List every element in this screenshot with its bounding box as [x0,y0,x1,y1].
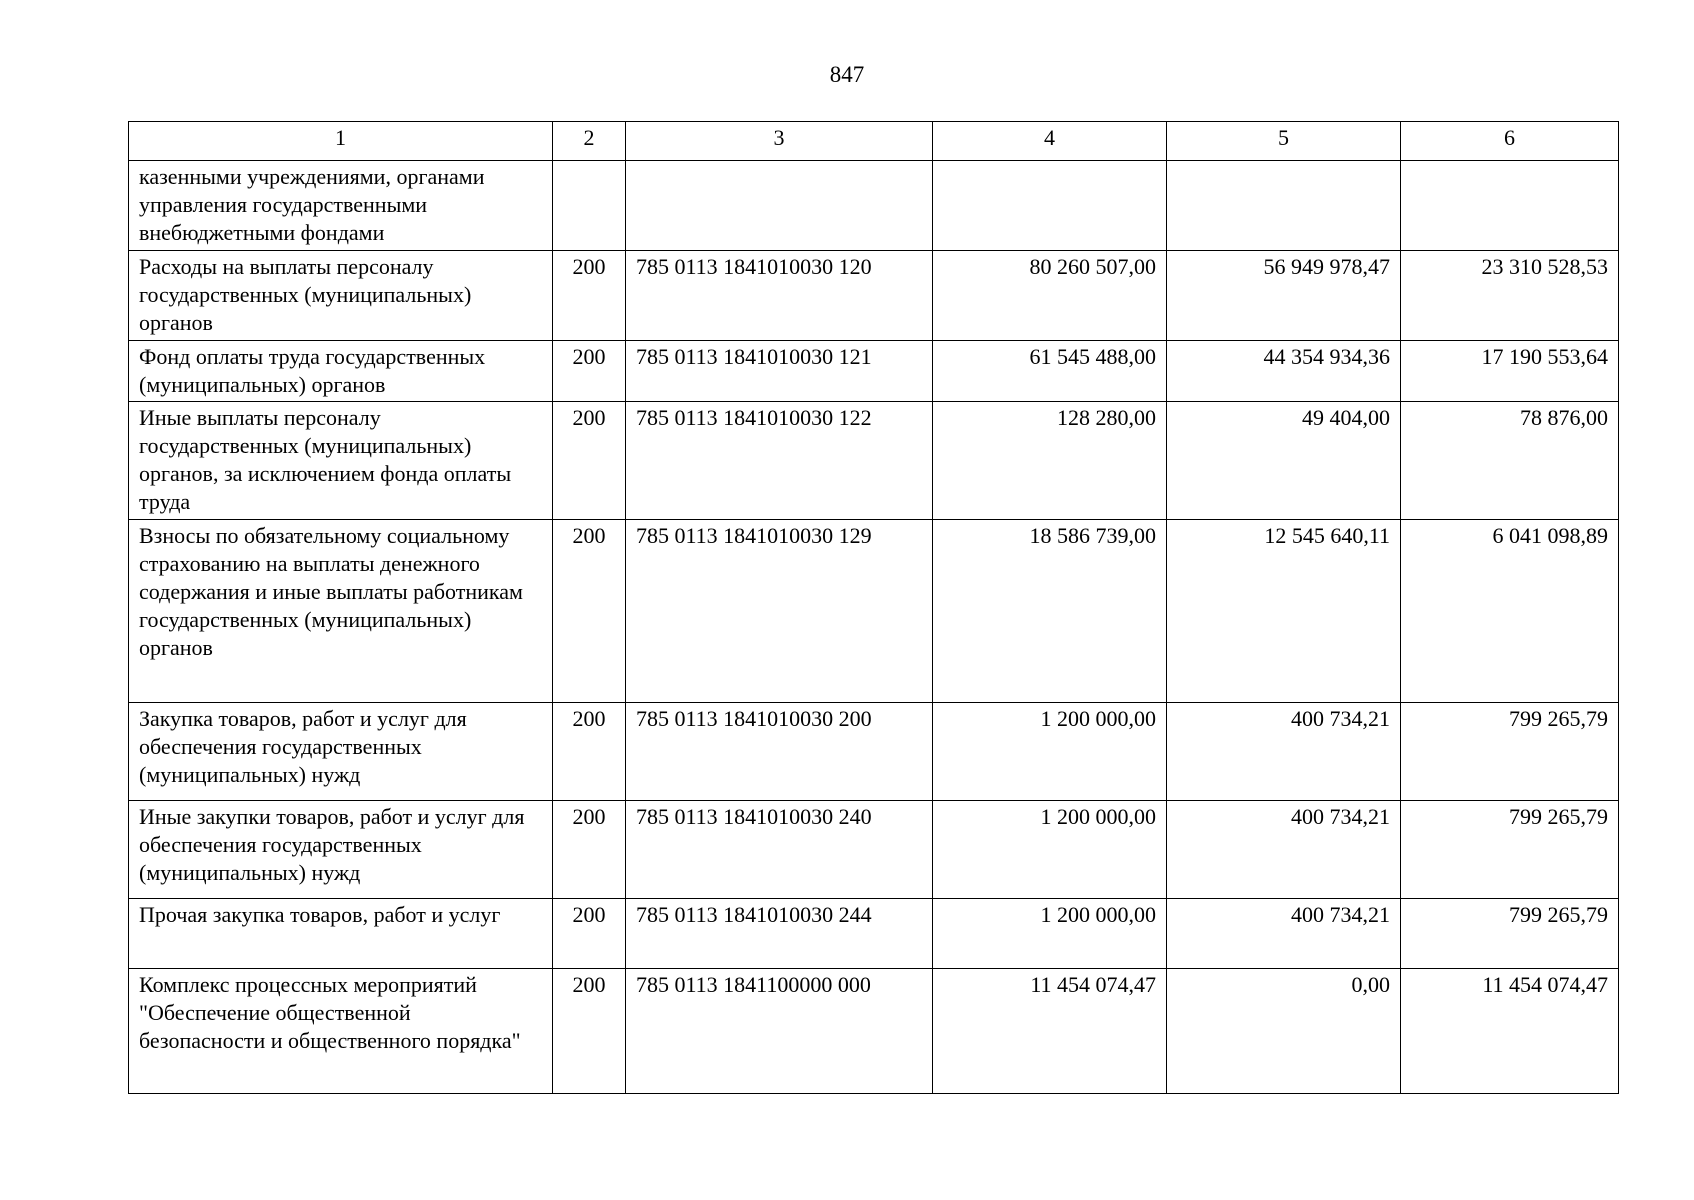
row-name: Закупка товаров, работ и услуг для обеспечения государственных (муниципальных) нужд [129,703,553,801]
row-executed: 400 734,21 [1167,703,1401,801]
row-executed: 400 734,21 [1167,801,1401,899]
row-code: 200 [553,899,626,969]
header-row [129,122,1619,161]
row-kbk: 785 0113 1841100000 000 [626,969,933,1094]
row-remainder: 17 190 553,64 [1401,341,1619,402]
row-name: Расходы на выплаты персоналу государственных (муниципальных) органов [129,251,553,341]
row-remainder: 799 265,79 [1401,899,1619,969]
table-row [129,703,1619,801]
row-code: 200 [553,341,626,402]
column-header: 5 [1167,122,1401,161]
row-kbk: 785 0113 1841010030 120 [626,251,933,341]
row-approved: 11 454 074,47 [933,969,1167,1094]
row-kbk: 785 0113 1841010030 240 [626,801,933,899]
row-code: 200 [553,520,626,703]
table-row [129,969,1619,1094]
row-name: казенными учреждениями, органами управления государственными внебюджетными фондами [129,161,553,251]
row-remainder: 11 454 074,47 [1401,969,1619,1094]
row-kbk: 785 0113 1841010030 121 [626,341,933,402]
row-approved: 1 200 000,00 [933,703,1167,801]
column-header: 3 [626,122,933,161]
row-executed: 12 545 640,11 [1167,520,1401,703]
row-approved: 1 200 000,00 [933,801,1167,899]
row-code: 200 [553,969,626,1094]
row-remainder [1401,161,1619,251]
row-name: Комплекс процессных мероприятий "Обеспечение общественной безопасности и общественного порядка" [129,969,553,1094]
row-executed: 400 734,21 [1167,899,1401,969]
row-executed: 56 949 978,47 [1167,251,1401,341]
row-name: Фонд оплаты труда государственных (муниципальных) органов [129,341,553,402]
row-name: Иные закупки товаров, работ и услуг для обеспечения государственных (муниципальных) нужд [129,801,553,899]
row-code: 200 [553,801,626,899]
row-code: 200 [553,251,626,341]
table-row [129,161,1619,251]
table-row [129,801,1619,899]
row-approved: 1 200 000,00 [933,899,1167,969]
row-approved: 80 260 507,00 [933,251,1167,341]
table-row [129,341,1619,402]
table-row [129,402,1619,520]
row-kbk: 785 0113 1841010030 200 [626,703,933,801]
column-header: 1 [129,122,553,161]
row-remainder: 799 265,79 [1401,703,1619,801]
row-approved: 128 280,00 [933,402,1167,520]
budget-table [128,121,1619,1094]
column-header: 2 [553,122,626,161]
row-remainder: 799 265,79 [1401,801,1619,899]
row-code: 200 [553,703,626,801]
row-code [553,161,626,251]
row-kbk [626,161,933,251]
row-remainder: 78 876,00 [1401,402,1619,520]
row-executed [1167,161,1401,251]
row-approved: 61 545 488,00 [933,341,1167,402]
row-kbk: 785 0113 1841010030 129 [626,520,933,703]
row-approved: 18 586 739,00 [933,520,1167,703]
row-executed: 44 354 934,36 [1167,341,1401,402]
table-row [129,899,1619,969]
row-kbk: 785 0113 1841010030 122 [626,402,933,520]
row-remainder: 23 310 528,53 [1401,251,1619,341]
table-row [129,520,1619,703]
column-header: 6 [1401,122,1619,161]
row-name: Иные выплаты персоналу государственных (муниципальных) органов, за исключением фонда оплаты труда [129,402,553,520]
row-name: Взносы по обязательному социальному страхованию на выплаты денежного содержания и иные выплаты работникам государственных (муниципальных) органов [129,520,553,703]
row-remainder: 6 041 098,89 [1401,520,1619,703]
page-number: 847 [829,62,865,87]
table-row [129,251,1619,341]
row-name: Прочая закупка товаров, работ и услуг [129,899,553,969]
row-kbk: 785 0113 1841010030 244 [626,899,933,969]
row-code: 200 [553,402,626,520]
row-executed: 49 404,00 [1167,402,1401,520]
row-executed: 0,00 [1167,969,1401,1094]
row-approved [933,161,1167,251]
column-header: 4 [933,122,1167,161]
